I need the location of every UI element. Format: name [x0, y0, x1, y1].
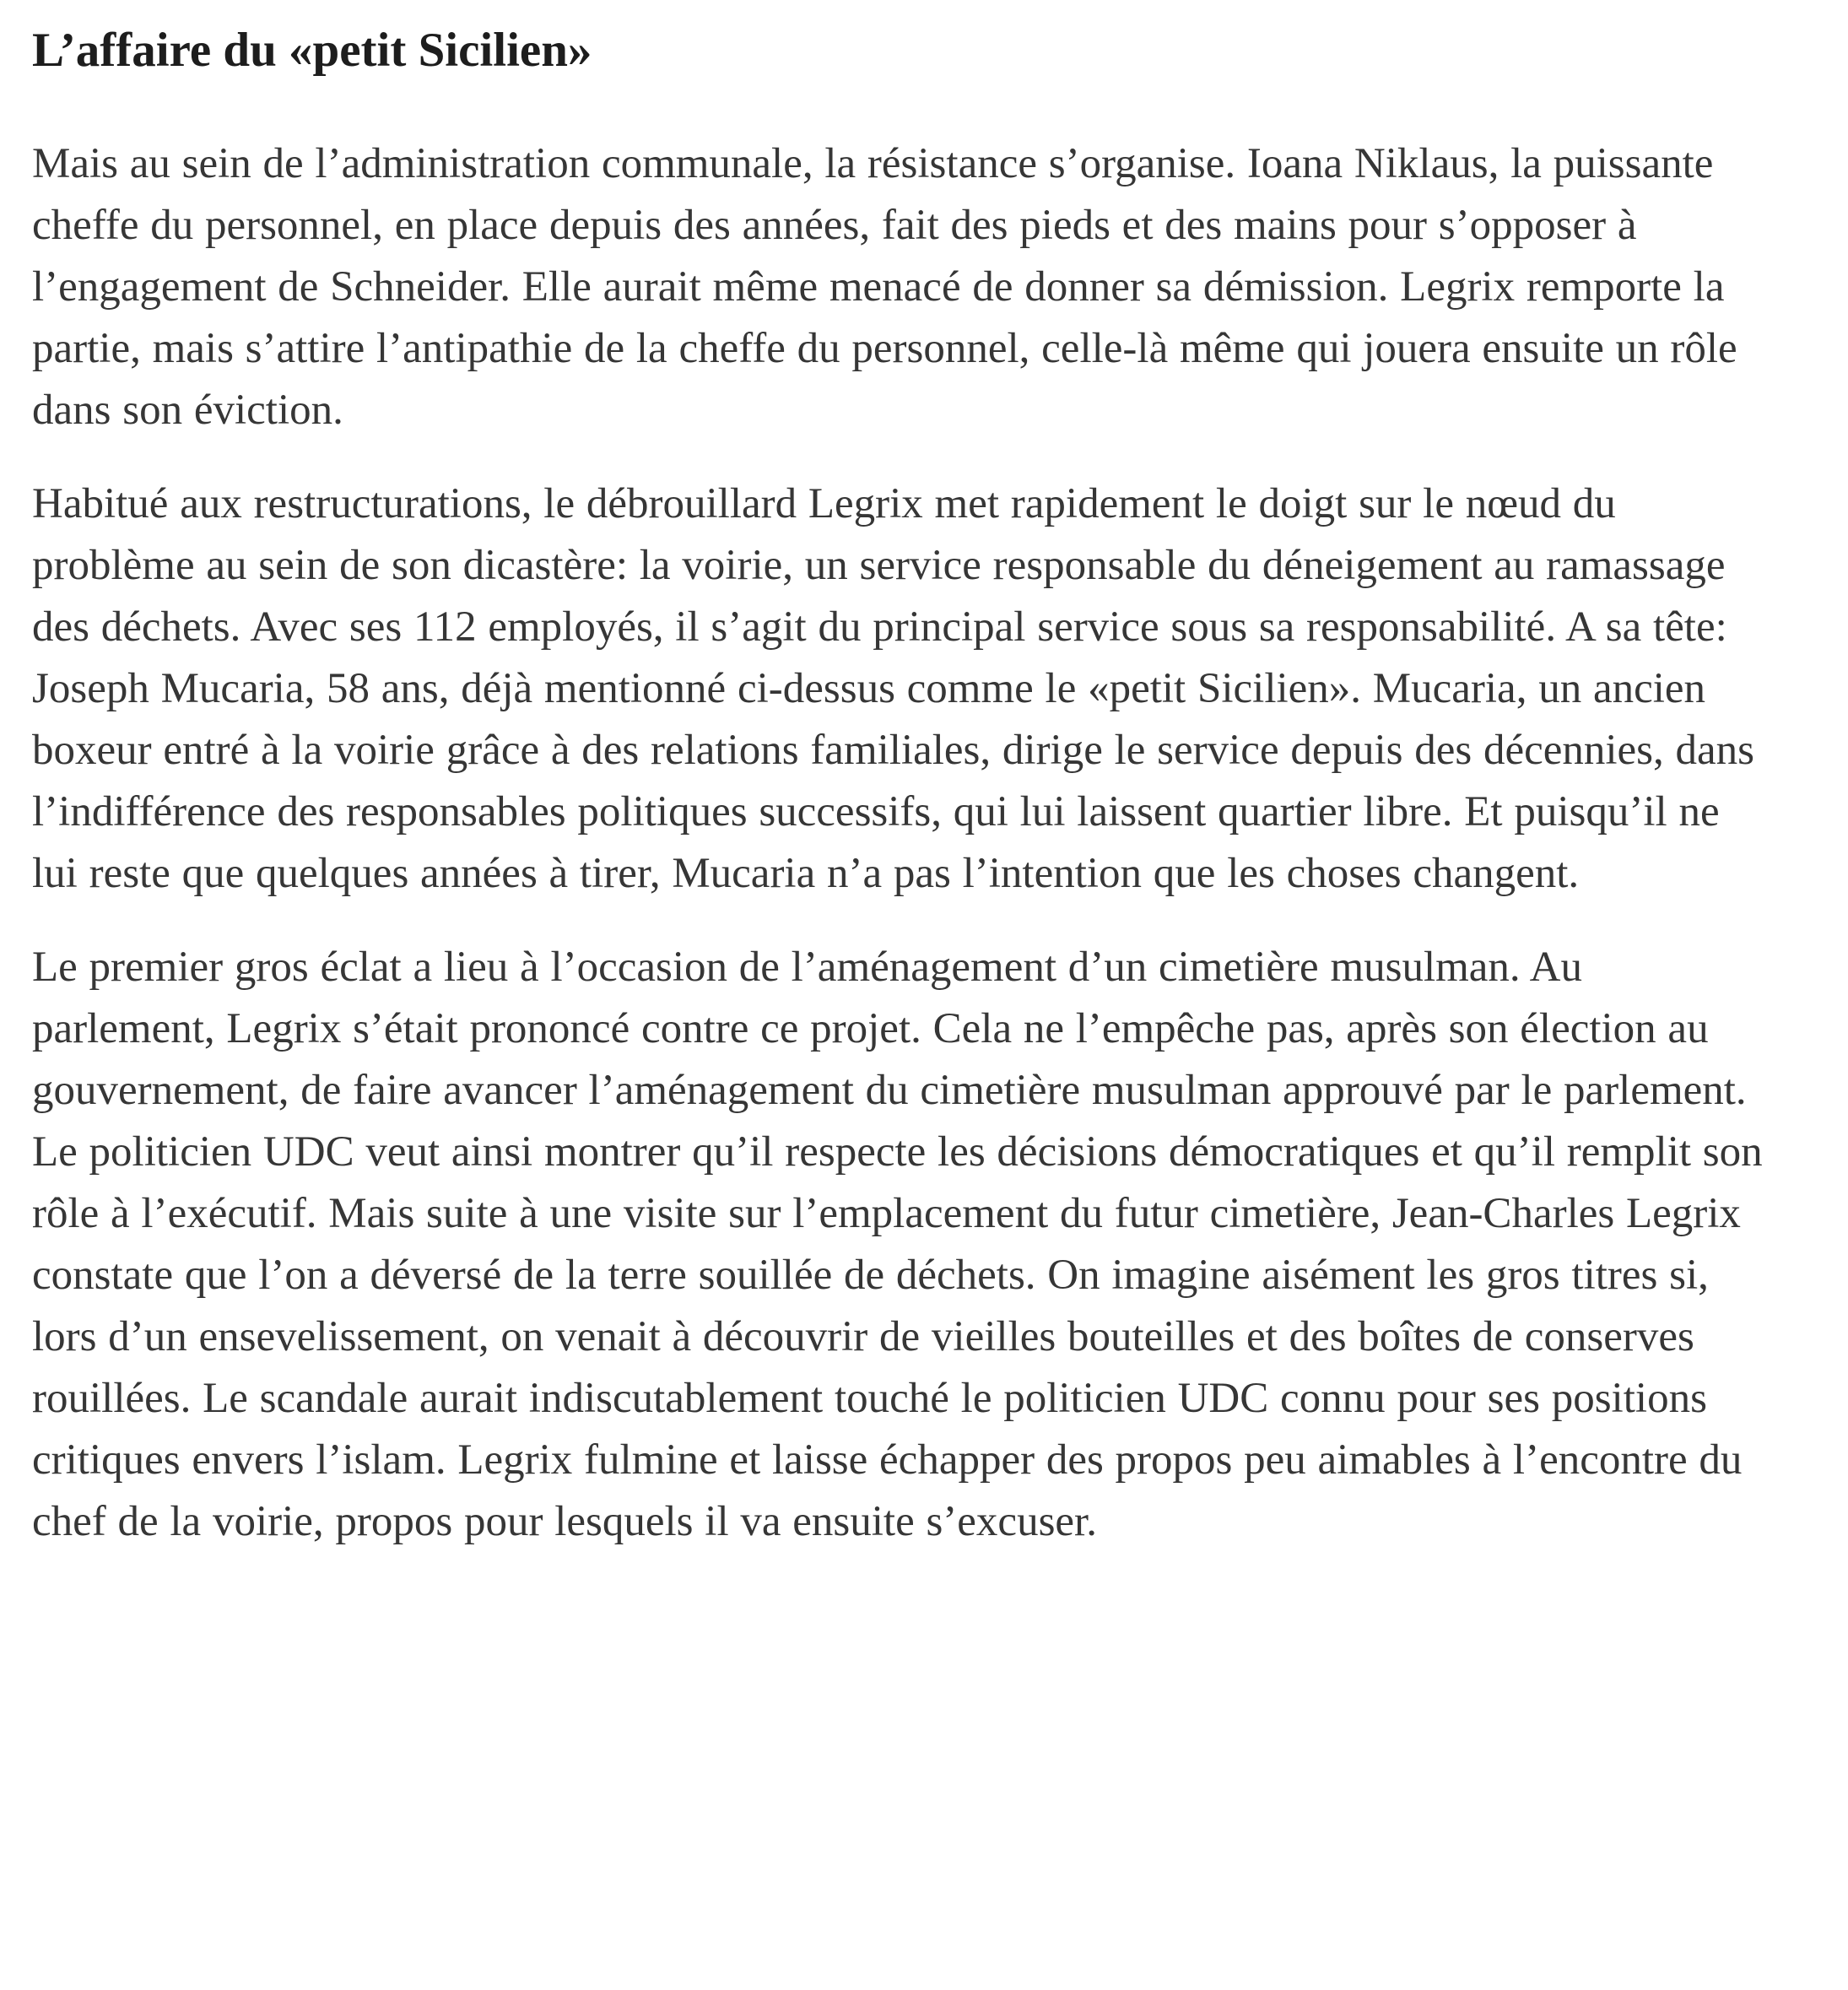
paragraph-2: Habitué aux restructurations, le débrouillard Legrix met rapidement le doigt sur le nœud du problème au sein de son dicastère: la voirie, un service responsable du déneigement au ramassage des déchets. Avec ses 112 employés, il s’agit du principal service sous sa responsabilité. A sa tête: Joseph Mucaria, 58 ans, déjà mentionné ci-dessus comme le «petit Sicilien». Mucaria, un ancien boxeur entré à la voirie grâce à des relations familiales, dirige le service depuis des décennies, dans l’indifférence des responsables politiques successifs, qui lui laissent quartier libre. Et puisqu’il ne lui reste que quelques années à tirer, Mucaria n’a pas l’intention que les choses changent.	[32, 480, 1755, 897]
paragraph-3: Le premier gros éclat a lieu à l’occasion de l’aménagement d’un cimetière musulman. Au parlement, Legrix s’était prononcé contre ce projet. Cela ne l’empêche pas, après son élection au gouvernement, de faire avancer l’aménagement du cimetière musulman approuvé par le parlement. Le politicien UDC veut ainsi montrer qu’il respecte les décisions démocratiques et qu’il remplit son rôle à l’exécutif. Mais suite à une visite sur l’emplacement du futur cimetière, Jean-Charles Legrix constate que l’on a déversé de la terre souillée de déchets. On imagine aisément les gros titres si, lors d’un ensevelissement, on venait à découvrir de vieilles bouteilles et des boîtes de conserves rouillées. Le scandale aurait indiscutablement touché le politicien UDC connu pour ses positions critiques envers l’islam. Legrix fulmine et laisse échapper des propos peu aimables à l’encontre du chef de la voirie, propos pour lesquels il va ensuite s’excuser.	[32, 944, 1763, 1545]
section-heading: L’affaire du «petit Sicilien»	[32, 24, 592, 77]
paragraph-1: Mais au sein de l’administration communale, la résistance s’organise. Ioana Niklaus, la puissante cheffe du personnel, en place depuis des années, fait des pieds et des mains pour s’opposer à l’engagement de Schneider. Elle aurait même menacé de donner sa démission. Legrix remporte la partie, mais s’attire l’antipathie de la cheffe du personnel, celle-là même qui jouera ensuite un rôle dans son éviction.	[32, 140, 1737, 434]
